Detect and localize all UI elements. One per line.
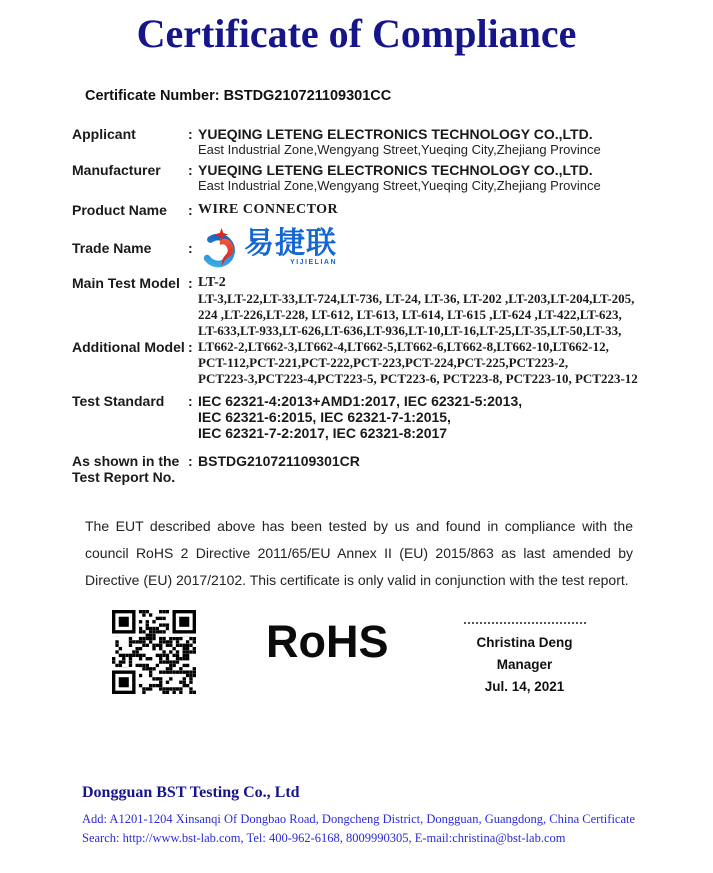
lab-footer — [82, 784, 713, 848]
colon-separator: : — [188, 240, 193, 256]
test-report-label-line2: Test Report No. — [72, 469, 176, 485]
lab-address: Add: A1201-1204 Xinsanqi Of Dongbao Road, Dongcheng District, Dongguan, Guangdong, China Certificate — [82, 812, 636, 826]
signatory-title: Manager — [496, 657, 553, 672]
additional-model-label: Additional Model — [72, 339, 185, 355]
model-list-line: LT662-2,LT662-3,LT662-4,LT662-5,LT662-6,LT662-8,LT662-10,LT662-12, — [198, 339, 609, 354]
field-additional-model — [72, 291, 713, 387]
colon-separator: : — [188, 126, 193, 142]
model-list-line: LT-633,LT-933,LT-626,LT-636,LT-936,LT-10,LT-16,LT-25,LT-35,LT-50,LT-33, — [198, 323, 622, 338]
main-test-model-label: Main Test Model — [72, 275, 180, 291]
product-name-label: Product Name — [72, 202, 167, 218]
applicant-label: Applicant — [72, 126, 136, 142]
test-standard-line: IEC 62321-6:2015, IEC 62321-7-1:2015, — [198, 409, 451, 425]
lab-contact: Search: http://www.bst-lab.com, Tel: 400-962-6168, 8009990305, E-mail:christina@bst-lab.com — [82, 831, 566, 845]
colon-separator: : — [188, 275, 193, 291]
additional-model-list — [198, 291, 713, 387]
brand-logo-cjk-text: 易捷联 — [244, 227, 337, 260]
model-list-line: PCT-112,PCT-221,PCT-222,PCT-223,PCT-224,PCT-225,PCT223-2, — [198, 355, 569, 370]
applicant-name: YUEQING LETENG ELECTRONICS TECHNOLOGY CO.,LTD. — [198, 126, 593, 142]
model-list-line: PCT223-3,PCT223-4,PCT223-5, PCT223-6, PCT223-8, PCT223-10, PCT223-12 — [198, 371, 638, 386]
field-product-name — [72, 202, 713, 218]
signature-line — [464, 620, 586, 624]
page-title: Certificate of Compliance — [136, 11, 577, 56]
signature-block — [452, 620, 597, 698]
signatory-name: Christina Deng — [476, 635, 573, 650]
signature-date: Jul. 14, 2021 — [484, 679, 565, 694]
product-name-value: WIRE CONNECTOR — [198, 202, 339, 217]
applicant-address: East Industrial Zone,Wengyang Street,Yueqing City,Zhejiang Province — [198, 142, 601, 157]
manufacturer-label: Manufacturer — [72, 162, 161, 178]
manufacturer-address: East Industrial Zone,Wengyang Street,Yueqing City,Zhejiang Province — [198, 178, 601, 193]
field-main-test-model — [72, 275, 713, 291]
certificate-fields — [72, 126, 713, 485]
manufacturer-name: YUEQING LETENG ELECTRONICS TECHNOLOGY CO.,LTD. — [198, 162, 593, 178]
trade-name-label: Trade Name — [72, 240, 152, 256]
colon-separator: : — [188, 162, 193, 178]
colon-separator: : — [188, 339, 193, 355]
certificate-number: Certificate Number: BSTDG210721109301CC — [85, 88, 392, 104]
qr-code — [112, 610, 196, 694]
test-report-label-line1: As shown in the — [72, 453, 180, 469]
brand-logo — [198, 227, 337, 269]
colon-separator: : — [188, 202, 193, 218]
test-standard-list — [198, 393, 522, 441]
main-test-model-value: LT-2 — [198, 275, 226, 290]
test-report-value: BSTDG210721109301CR — [198, 453, 360, 469]
model-list-line: 224 ,LT-226,LT-228, LT-612, LT-613, LT-614, LT-615 ,LT-624 ,LT-422,LT-623, — [198, 307, 622, 322]
rohs-mark: RoHS — [266, 616, 389, 667]
field-test-standard — [72, 393, 713, 441]
colon-separator: : — [188, 393, 193, 409]
certification-marks-row — [0, 610, 713, 722]
field-manufacturer — [72, 162, 713, 194]
lab-name: Dongguan BST Testing Co., Ltd — [82, 784, 300, 801]
brand-logo-icon — [198, 227, 240, 269]
test-standard-label: Test Standard — [72, 393, 165, 409]
brand-logo-latin-text: YIJIELIAN — [290, 259, 337, 266]
colon-separator: : — [188, 453, 193, 469]
test-standard-line: IEC 62321-7-2:2017, IEC 62321-8:2017 — [198, 425, 448, 441]
model-list-line: LT-3,LT-22,LT-33,LT-724,LT-736, LT-24, LT-36, LT-202 ,LT-203,LT-204,LT-205, — [198, 291, 635, 306]
field-test-report — [72, 453, 713, 485]
field-trade-name — [72, 226, 713, 270]
field-applicant — [72, 126, 713, 158]
test-standard-line: IEC 62321-4:2013+AMD1:2017, IEC 62321-5:2013, — [198, 393, 523, 409]
compliance-statement: The EUT described above has been tested by us and found in compliance with the council RoHS 2 Directive 2011/65/EU Annex II (EU) 2015/863 as last amended by Directive (EU) 2017/2102. This certificate is only valid in conjunction with the test report. — [85, 518, 633, 588]
